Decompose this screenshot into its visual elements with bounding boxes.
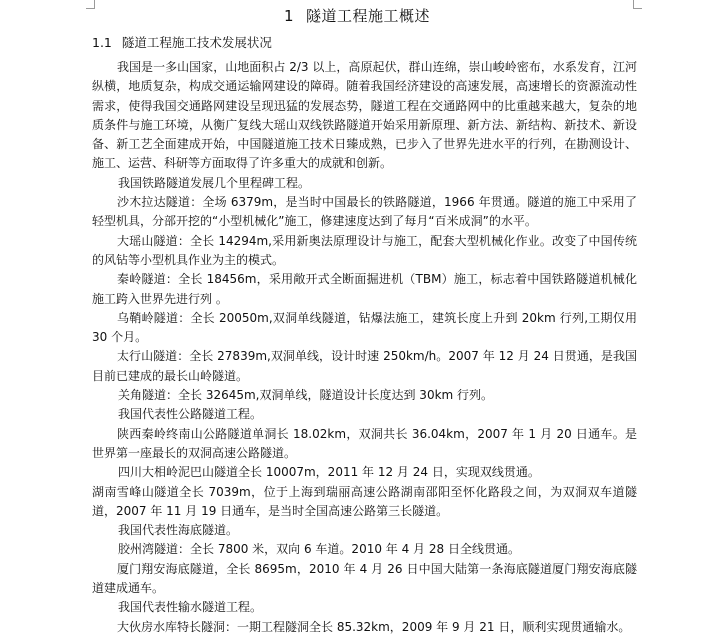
paragraph-dahuofang: 大伙房水库特长隧洞：一期工程隧洞全长 85.32km，2009 年 9 月 21 日，顺利实现贯通输水。 [117, 619, 631, 634]
paragraph-intro: 我国是一多山国家，山地面积占 2/3 以上，高原起伏，群山连绵，崇山峻岭密布，水系发育，江河纵横，地质复杂，构成交通运输网建设的障碍。随着我国经济建设的高速发展，高速增长的资源流动性需求，使得我国交通路网建设呈现迅猛的发展态势，隧道工程在交通路网中的比重越来越大，复杂的地质条件与施工环境，从衡广复线大瑶山双线铁路隧道开始采用新原理、新方法、新结构、新技术、新设备、新工艺全面建成开始，中国隧道施工技术日臻成熟，已步入了世界先进水平的行列，在勘测设计、施工、运营、科研等方面取得了许多重大的成就和创新。 [92, 60, 637, 171]
paragraph-xuefengshan: 湖南雪峰山隧道全长 7039m，位于上海到瑞丽高速公路湖南邵阳至怀化路段之间，为双洞双车道隧道，2007 年 11 月 19 日通车，是当时全国高速公路第三长隧道。 [92, 484, 637, 518]
document-body [92, 58, 637, 637]
paragraph-wushaoling: 乌鞘岭隧道：全长 20050m,双洞单线隧道，钻爆法施工，建筑长度上升到 20km 行列,工期仅用 30 个月。 [92, 310, 637, 345]
paragraph-guanjiao: 关角隧道：全长 32645m,双洞单线，隧道设计长度达到 30km 行列。 [118, 388, 494, 403]
chapter-heading [0, 6, 714, 26]
section-number: 1.1 [92, 35, 112, 50]
section-heading [92, 34, 272, 52]
paragraph-xiangan: 厦门翔安海底隧道，全长 8695m，2010 年 4 月 26 日中国大陆第一条海底隧道厦门翔安海底隧道建成通车。 [92, 561, 637, 596]
paragraph-jiaozhouwan: 胶州湾隧道：全长 7800 米，双向 6 车道。2010 年 4 月 28 日全线贯通。 [118, 542, 520, 557]
paragraph-water-heading: 我国代表性输水隧道工程。 [118, 600, 263, 615]
chapter-title: 隧道工程施工概述 [306, 7, 431, 25]
paragraph-shamulada: 沙木拉达隧道：全场 6379m，是当时中国最长的铁路隧道，1966 年贯通。隧道的施工中采用了轻型机具，分部开挖的“小型机械化”施工，修建速度达到了每月“百米成洞”的水平。 [92, 195, 637, 229]
paragraph-railway-heading: 我国铁路隧道发展几个里程碑工程。 [118, 175, 311, 190]
section-title: 隧道工程施工技术发展状况 [121, 35, 272, 50]
paragraph-taihangshan: 太行山隧道：全长 27839m,双洞单线，设计时速 250km/h。2007 年 12 月 24 日贯通，是我国目前已建成的最长山岭隧道。 [92, 349, 637, 383]
paragraph-zhongnanshan: 陕西秦岭终南山公路隧道单洞长 18.02km，双洞共长 36.04km，2007 年 1 月 20 日通车。是世界第一座最长的双洞高速公路隧道。 [92, 426, 637, 460]
paragraph-daxiangling: 四川大相岭泥巴山隧道全长 10007m，2011 年 12 月 24 日，实现双线贯通。 [118, 465, 540, 480]
chapter-number: 1 [283, 7, 295, 25]
paragraph-undersea-heading: 我国代表性海底隧道。 [118, 523, 239, 538]
paragraph-qinling: 秦岭隧道：全长 18456m，采用敞开式全断面掘进机（TBM）施工，标志着中国铁路隧道机械化施工跨入世界先进行列 。 [92, 272, 637, 306]
paragraph-highway-heading: 我国代表性公路隧道工程。 [118, 407, 263, 422]
paragraph-dayaoshan: 大瑶山隧道：全长 14294m,采用新奥法原理设计与施工，配套大型机械化作业。改变了中国传统的风钻等小型机具作业为主的模式。 [92, 233, 637, 267]
